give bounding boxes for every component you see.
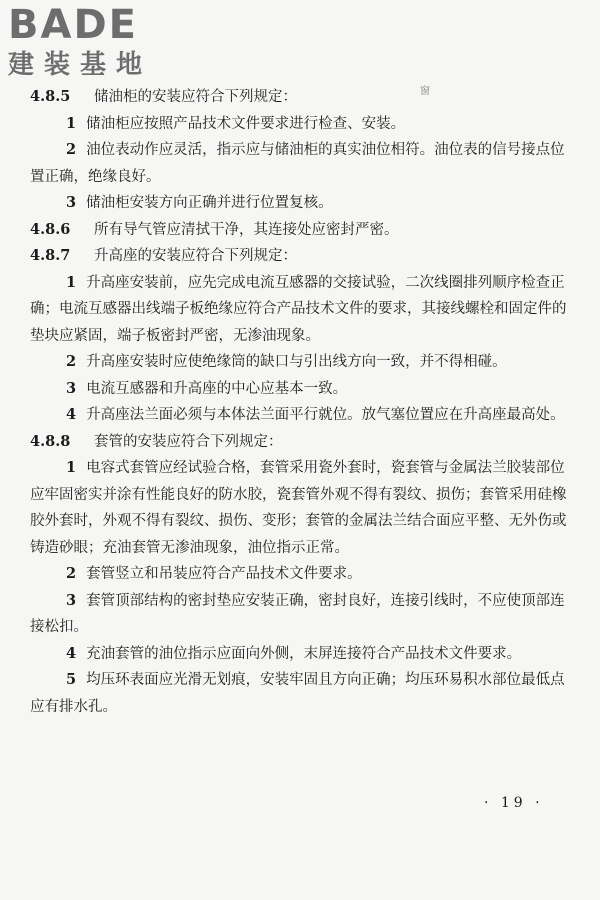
logo-subtitle: 建装基地 (8, 50, 153, 80)
item-number: 1 (66, 273, 77, 291)
clause-number: 4.8.6 (30, 220, 71, 238)
scan-artifact-mark: 窗 (420, 86, 430, 97)
item-number: 1 (66, 114, 77, 132)
document-body (30, 84, 570, 720)
item-number: 3 (66, 591, 77, 609)
item-text: 储油柜安装方向正确并进行位置复核。 (86, 195, 333, 211)
clause-paragraph (30, 84, 570, 111)
logo-mark: BADE (8, 2, 138, 48)
list-item (30, 137, 570, 190)
list-item (30, 402, 570, 429)
bade-logo (8, 4, 152, 80)
list-item (30, 270, 570, 350)
item-number: 5 (66, 671, 77, 688)
clause-text: 升高座的安装应符合下列规定： (94, 248, 297, 264)
clause-paragraph (30, 217, 570, 244)
item-text: 电流互感器和升高座的中心应基本一致。 (86, 380, 348, 397)
clause-text: 所有导气管应清拭干净，其连接处应密封严密。 (94, 221, 399, 238)
list-item (30, 561, 570, 588)
list-item (30, 376, 570, 403)
item-number: 3 (66, 379, 77, 397)
item-text: 套管顶部结构的密封垫应安装正确，密封良好，连接引线时，不应使顶部连接松扣。 (30, 592, 565, 635)
clause-number: 4.8.8 (30, 432, 71, 450)
list-item (30, 349, 570, 376)
item-text: 升高座安装前，应先完成电流互感器的交接试验，二次线圈排列顺序检查正确；电流互感器出线端子板绝缘应符合产品技术文件的要求，其接线螺栓和固定件的垫块应紧固，端子板密封严密，无渗油现象。 (30, 274, 567, 344)
list-item (30, 667, 570, 720)
item-number: 2 (66, 353, 77, 370)
item-number: 3 (66, 194, 77, 211)
clause-number: 4.8.7 (30, 247, 71, 264)
item-number: 4 (66, 406, 77, 423)
clause-paragraph (30, 243, 570, 270)
item-number: 2 (66, 141, 77, 158)
clause-number: 4.8.5 (30, 88, 71, 105)
list-item (30, 455, 570, 561)
item-text: 充油套管的油位指示应面向外侧，末屏连接符合产品技术文件要求。 (86, 645, 522, 662)
item-text: 电容式套管应经试验合格，套管采用瓷外套时，瓷套管与金属法兰胶装部位应牢固密实并涂有性能良好的防水胶，瓷套管外观不得有裂纹、损伤；套管采用硅橡胶外套时，外观不得有裂纹、损伤、变形；套管的金属法兰结合面应平整、无外伤或铸造砂眼；充油套管无渗油现象，油位指示正常。 (30, 460, 567, 556)
list-item (30, 111, 570, 138)
clause-text: 储油柜的安装应符合下列规定： (94, 89, 297, 105)
item-number: 1 (66, 459, 77, 476)
list-item (30, 588, 570, 641)
list-item (30, 641, 570, 668)
item-text: 升高座安装时应使绝缘筒的缺口与引出线方向一致，并不得相碰。 (86, 354, 507, 370)
item-number: 2 (66, 565, 77, 582)
page-number: · 19 · (484, 795, 544, 811)
item-text: 均压环表面应光滑无划痕，安装牢固且方向正确；均压环易积水部位最低点应有排水孔。 (30, 672, 565, 715)
item-text: 套管竖立和吊装应符合产品技术文件要求。 (86, 566, 362, 582)
list-item (30, 190, 570, 217)
clause-text: 套管的安装应符合下列规定： (94, 433, 283, 450)
item-number: 4 (66, 644, 77, 662)
item-text: 升高座法兰面必须与本体法兰面平行就位。放气塞位置应在升高座最高处。 (86, 407, 565, 423)
clause-paragraph (30, 429, 570, 456)
item-text: 储油柜应按照产品技术文件要求进行检查、安装。 (86, 115, 406, 132)
item-text: 油位表动作应灵活，指示应与储油柜的真实油位相符。油位表的信号接点位置正确，绝缘良好。 (30, 142, 565, 185)
